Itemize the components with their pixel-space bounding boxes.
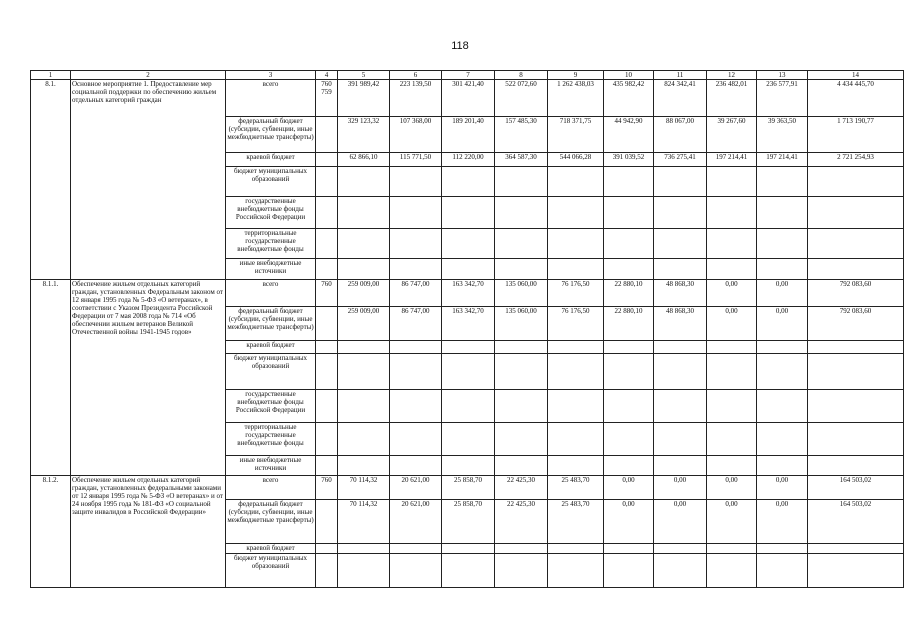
total-cell — [808, 259, 904, 280]
name-cell: Основное мероприятие 1. Предоставление мер социальной поддержки по обеспечению жильем отдельных категорий граждан — [71, 80, 226, 280]
value-cell: 736 275,41 — [654, 153, 707, 167]
kbk-cell — [316, 117, 338, 153]
value-cell — [654, 354, 707, 390]
value-cell — [604, 167, 654, 197]
value-cell: 112 220,00 — [442, 153, 495, 167]
value-cell: 70 114,32 — [338, 500, 390, 544]
value-cell — [604, 456, 654, 476]
column-header: 4 — [316, 71, 338, 80]
value-cell — [390, 341, 442, 354]
value-cell — [442, 167, 495, 197]
value-cell: 0,00 — [654, 476, 707, 500]
value-cell — [707, 259, 757, 280]
value-cell: 115 771,50 — [390, 153, 442, 167]
value-cell — [707, 390, 757, 423]
value-cell — [390, 259, 442, 280]
value-cell — [390, 197, 442, 229]
value-cell — [338, 259, 390, 280]
value-cell — [495, 390, 548, 423]
value-cell — [338, 423, 390, 456]
value-cell: 0,00 — [757, 307, 808, 341]
value-cell — [390, 456, 442, 476]
total-cell: 164 503,02 — [808, 476, 904, 500]
value-cell: 48 868,30 — [654, 307, 707, 341]
value-cell: 86 747,00 — [390, 307, 442, 341]
source-cell: иные внебюджетные источники — [226, 259, 316, 280]
total-cell: 4 434 445,70 — [808, 80, 904, 117]
value-cell — [548, 197, 604, 229]
value-cell: 0,00 — [654, 500, 707, 544]
total-cell: 2 721 254,93 — [808, 153, 904, 167]
column-header: 9 — [548, 71, 604, 80]
value-cell — [707, 456, 757, 476]
name-cell: Обеспечение жильем отдельных категорий граждан, установленных федеральными законами от 12 января 1995 года № 5-ФЗ «О ветеранах» и от 24 ноября 1995 года № 181-ФЗ «О социальной защите инвалидов в Российской Федерации» — [71, 476, 226, 588]
column-header: 1 — [31, 71, 71, 80]
column-header: 8 — [495, 71, 548, 80]
column-header: 12 — [707, 71, 757, 80]
value-cell: 391 039,52 — [604, 153, 654, 167]
value-cell: 62 866,10 — [338, 153, 390, 167]
kbk-cell — [316, 423, 338, 456]
source-cell: бюджет муниципальных образований — [226, 167, 316, 197]
kbk-cell: 760 759 — [316, 80, 338, 117]
source-cell: федеральный бюджет (субсидии, субвенции, иные межбюджетные трансферты) — [226, 307, 316, 341]
page-number: 118 — [451, 40, 469, 52]
value-cell — [495, 229, 548, 259]
value-cell — [390, 423, 442, 456]
value-cell — [654, 390, 707, 423]
value-cell: 39 267,60 — [707, 117, 757, 153]
source-cell: иные внебюджетные источники — [226, 456, 316, 476]
value-cell: 0,00 — [707, 500, 757, 544]
source-cell: государственные внебюджетные фонды Российской Федерации — [226, 197, 316, 229]
value-cell — [442, 390, 495, 423]
value-cell: 0,00 — [707, 476, 757, 500]
value-cell: 0,00 — [757, 280, 808, 307]
source-cell: краевой бюджет — [226, 544, 316, 554]
value-cell: 163 342,70 — [442, 307, 495, 341]
total-cell: 164 503,02 — [808, 500, 904, 544]
source-cell: краевой бюджет — [226, 341, 316, 354]
value-cell — [604, 197, 654, 229]
value-cell — [654, 456, 707, 476]
total-cell — [808, 456, 904, 476]
value-cell: 301 421,40 — [442, 80, 495, 117]
kbk-cell — [316, 307, 338, 341]
code-cell: 8.1.1. — [31, 280, 71, 476]
column-header: 13 — [757, 71, 808, 80]
value-cell — [442, 423, 495, 456]
value-cell — [707, 544, 757, 554]
value-cell — [548, 259, 604, 280]
table-row — [31, 280, 904, 307]
value-cell: 70 114,32 — [338, 476, 390, 500]
value-cell: 391 989,42 — [338, 80, 390, 117]
source-cell: всего — [226, 80, 316, 117]
value-cell — [338, 229, 390, 259]
value-cell — [548, 554, 604, 588]
value-cell — [654, 259, 707, 280]
value-cell: 0,00 — [707, 280, 757, 307]
value-cell — [442, 341, 495, 354]
value-cell — [604, 423, 654, 456]
value-cell — [442, 229, 495, 259]
total-cell — [808, 554, 904, 588]
value-cell: 259 009,00 — [338, 280, 390, 307]
value-cell: 0,00 — [604, 500, 654, 544]
value-cell — [338, 390, 390, 423]
value-cell — [654, 554, 707, 588]
value-cell: 544 066,28 — [548, 153, 604, 167]
value-cell — [604, 544, 654, 554]
value-cell: 39 363,50 — [757, 117, 808, 153]
kbk-cell — [316, 197, 338, 229]
value-cell — [548, 341, 604, 354]
value-cell: 76 176,50 — [548, 307, 604, 341]
value-cell — [338, 456, 390, 476]
value-cell — [495, 259, 548, 280]
kbk-cell — [316, 229, 338, 259]
value-cell — [757, 259, 808, 280]
column-header: 6 — [390, 71, 442, 80]
value-cell: 20 621,00 — [390, 476, 442, 500]
value-cell — [757, 341, 808, 354]
header-row — [31, 71, 904, 80]
value-cell: 0,00 — [757, 476, 808, 500]
code-cell: 8.1. — [31, 80, 71, 280]
value-cell — [338, 544, 390, 554]
value-cell — [390, 544, 442, 554]
value-cell — [757, 554, 808, 588]
value-cell: 86 747,00 — [390, 280, 442, 307]
value-cell: 824 342,41 — [654, 80, 707, 117]
value-cell: 22 880,10 — [604, 280, 654, 307]
value-cell — [707, 354, 757, 390]
total-cell — [808, 544, 904, 554]
table-row — [31, 476, 904, 500]
value-cell — [757, 456, 808, 476]
source-cell: территориальные государственные внебюджетные фонды — [226, 229, 316, 259]
value-cell: 223 139,50 — [390, 80, 442, 117]
value-cell: 25 858,70 — [442, 500, 495, 544]
column-header: 5 — [338, 71, 390, 80]
value-cell: 25 483,70 — [548, 500, 604, 544]
source-cell: бюджет муниципальных образований — [226, 554, 316, 588]
kbk-cell — [316, 167, 338, 197]
value-cell — [757, 423, 808, 456]
value-cell: 718 371,75 — [548, 117, 604, 153]
value-cell — [604, 259, 654, 280]
source-cell: федеральный бюджет (субсидии, субвенции, иные межбюджетные трансферты) — [226, 117, 316, 153]
value-cell — [707, 229, 757, 259]
kbk-cell — [316, 554, 338, 588]
kbk-cell — [316, 390, 338, 423]
value-cell — [654, 167, 707, 197]
kbk-cell — [316, 354, 338, 390]
source-cell: бюджет муниципальных образований — [226, 354, 316, 390]
value-cell: 259 009,00 — [338, 307, 390, 341]
value-cell: 22 425,30 — [495, 476, 548, 500]
kbk-cell — [316, 500, 338, 544]
value-cell — [604, 554, 654, 588]
name-cell: Обеспечение жильем отдельных категорий граждан, установленных Федеральным законом от 12 января 1995 года № 5-ФЗ «О ветеранах», в соответствии с Указом Президента Российской Федерации от 7 мая 2008 года № 714 «Об обеспечении жильем ветеранов Великой Отечественной войны 1941-1945 годов» — [71, 280, 226, 476]
total-cell — [808, 423, 904, 456]
value-cell — [604, 354, 654, 390]
value-cell — [604, 229, 654, 259]
value-cell — [548, 167, 604, 197]
table-row — [31, 80, 904, 117]
value-cell — [338, 197, 390, 229]
value-cell — [757, 197, 808, 229]
value-cell: 88 067,00 — [654, 117, 707, 153]
source-cell: государственные внебюджетные фонды Российской Федерации — [226, 390, 316, 423]
kbk-cell — [316, 544, 338, 554]
value-cell: 135 060,00 — [495, 280, 548, 307]
value-cell — [338, 167, 390, 197]
value-cell — [390, 554, 442, 588]
value-cell: 0,00 — [757, 500, 808, 544]
value-cell — [548, 390, 604, 423]
value-cell — [757, 167, 808, 197]
source-cell: федеральный бюджет (субсидии, субвенции, иные межбюджетные трансферты) — [226, 500, 316, 544]
column-header: 7 — [442, 71, 495, 80]
value-cell — [654, 341, 707, 354]
column-header: 2 — [71, 71, 226, 80]
value-cell — [707, 167, 757, 197]
total-cell — [808, 229, 904, 259]
kbk-cell — [316, 456, 338, 476]
value-cell — [495, 423, 548, 456]
value-cell: 0,00 — [707, 307, 757, 341]
value-cell: 435 982,42 — [604, 80, 654, 117]
value-cell: 163 342,70 — [442, 280, 495, 307]
value-cell — [757, 544, 808, 554]
value-cell: 157 485,30 — [495, 117, 548, 153]
value-cell — [442, 354, 495, 390]
value-cell: 197 214,41 — [707, 153, 757, 167]
source-cell: территориальные государственные внебюджетные фонды — [226, 423, 316, 456]
value-cell — [757, 229, 808, 259]
column-header: 11 — [654, 71, 707, 80]
value-cell — [548, 456, 604, 476]
value-cell — [654, 197, 707, 229]
total-cell — [808, 197, 904, 229]
value-cell — [548, 544, 604, 554]
value-cell: 107 368,00 — [390, 117, 442, 153]
value-cell — [757, 354, 808, 390]
value-cell — [442, 456, 495, 476]
value-cell — [707, 554, 757, 588]
value-cell: 48 868,30 — [654, 280, 707, 307]
value-cell — [390, 229, 442, 259]
value-cell: 20 621,00 — [390, 500, 442, 544]
value-cell — [604, 390, 654, 423]
code-cell: 8.1.2. — [31, 476, 71, 588]
column-header: 10 — [604, 71, 654, 80]
total-cell: 792 083,60 — [808, 280, 904, 307]
total-cell — [808, 341, 904, 354]
value-cell — [654, 229, 707, 259]
value-cell: 189 201,40 — [442, 117, 495, 153]
value-cell — [390, 354, 442, 390]
value-cell — [757, 390, 808, 423]
value-cell: 25 858,70 — [442, 476, 495, 500]
value-cell — [495, 167, 548, 197]
value-cell — [442, 197, 495, 229]
value-cell — [654, 423, 707, 456]
source-cell: всего — [226, 280, 316, 307]
value-cell: 364 587,30 — [495, 153, 548, 167]
column-header: 14 — [808, 71, 904, 80]
value-cell — [338, 354, 390, 390]
value-cell: 329 123,32 — [338, 117, 390, 153]
value-cell — [707, 341, 757, 354]
value-cell — [495, 456, 548, 476]
total-cell: 1 713 190,77 — [808, 117, 904, 153]
total-cell — [808, 390, 904, 423]
value-cell — [548, 229, 604, 259]
value-cell: 76 176,50 — [548, 280, 604, 307]
value-cell — [442, 554, 495, 588]
value-cell — [338, 341, 390, 354]
kbk-cell — [316, 341, 338, 354]
kbk-cell — [316, 153, 338, 167]
total-cell: 792 083,60 — [808, 307, 904, 341]
source-cell: краевой бюджет — [226, 153, 316, 167]
value-cell — [707, 423, 757, 456]
budget-table — [30, 70, 904, 588]
value-cell: 22 425,30 — [495, 500, 548, 544]
kbk-cell — [316, 259, 338, 280]
value-cell — [390, 167, 442, 197]
value-cell: 25 483,70 — [548, 476, 604, 500]
column-header: 3 — [226, 71, 316, 80]
value-cell — [654, 544, 707, 554]
value-cell — [442, 544, 495, 554]
value-cell: 236 482,01 — [707, 80, 757, 117]
value-cell — [338, 554, 390, 588]
value-cell — [707, 197, 757, 229]
value-cell — [604, 341, 654, 354]
value-cell — [495, 544, 548, 554]
value-cell: 22 880,10 — [604, 307, 654, 341]
value-cell: 236 577,91 — [757, 80, 808, 117]
value-cell: 522 072,60 — [495, 80, 548, 117]
kbk-cell: 760 — [316, 476, 338, 500]
value-cell — [495, 354, 548, 390]
source-cell: всего — [226, 476, 316, 500]
value-cell: 1 262 438,03 — [548, 80, 604, 117]
value-cell — [548, 423, 604, 456]
value-cell: 44 942,90 — [604, 117, 654, 153]
value-cell: 135 060,00 — [495, 307, 548, 341]
value-cell — [495, 341, 548, 354]
value-cell — [495, 197, 548, 229]
value-cell — [495, 554, 548, 588]
value-cell: 0,00 — [604, 476, 654, 500]
total-cell — [808, 354, 904, 390]
value-cell — [548, 354, 604, 390]
kbk-cell: 760 — [316, 280, 338, 307]
value-cell: 197 214,41 — [757, 153, 808, 167]
total-cell — [808, 167, 904, 197]
value-cell — [442, 259, 495, 280]
value-cell — [390, 390, 442, 423]
